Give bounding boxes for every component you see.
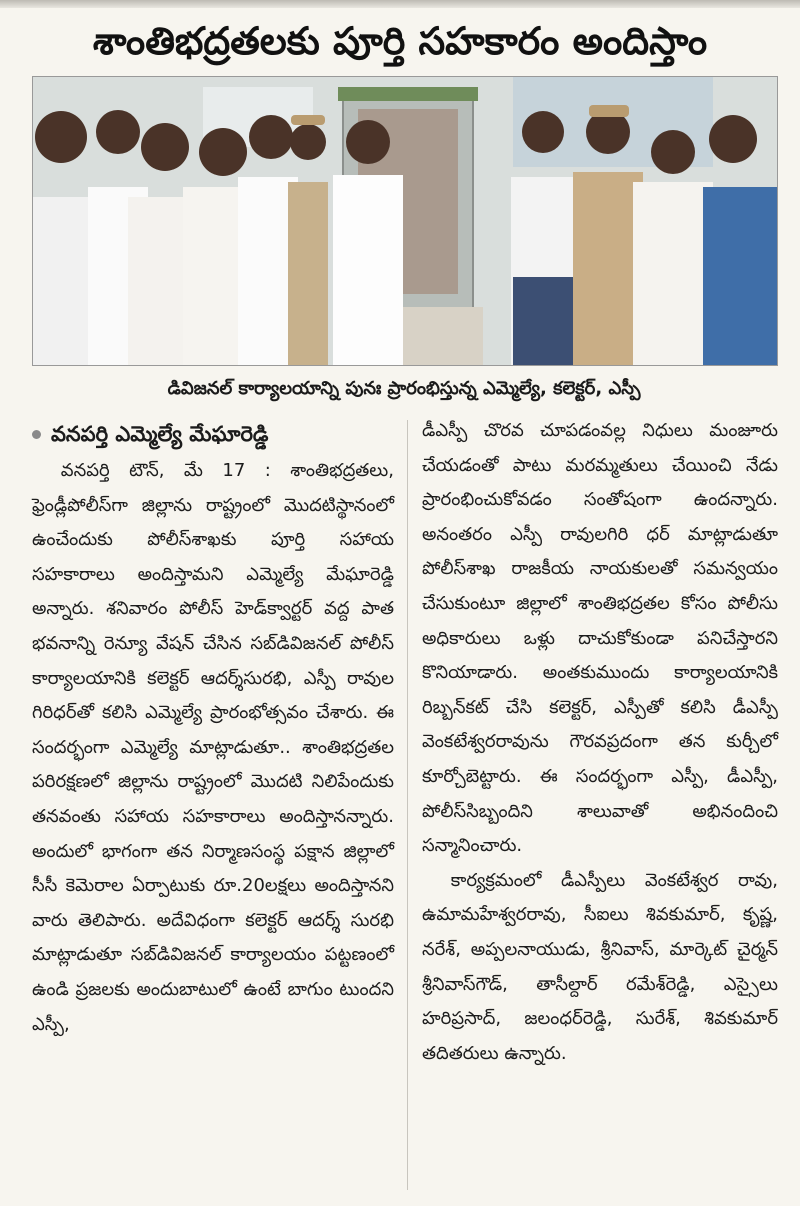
article-paragraph: డీఎస్పీ చొరవ చూపడంవల్ల నిధులు మంజూరు చేయడంతో పాటు మరమ్మతులు చేయించి నేడు ప్రారంభించుకోవడం సంతోషంగా ఉందన్నారు. అనంతరం ఎస్పీ రావులగిరి ధర్ మాట్లాడుతూ పోలీస్‌శాఖ రాజకీయ నాయకులతో సమన్వయం చేసుకుంటూ జిల్లాలో శాంతిభద్రతల కోసం పోలీసు అధికారులు ఒళ్లు దాచుకోకుండా పనిచేస్తారని కొనియాడారు. అంతకుముందు కార్యాలయానికి రిబ్బన్‌కట్ చేసి కలెక్టర్, ఎస్పీతో కలిసి డీఎస్పీ వెంకటేశ్వరరావును గౌరవప్రదంగా తన కుర్చీలో కూర్చోబెట్టారు. ఈ సందర్భంగా ఎస్పీ, డీఎస్పీ, పోలీస్‌సిబ్బందిని శాలువాతో అభినందించి సన్మానించారు.: [422, 420, 778, 857]
column-divider: [407, 420, 408, 1190]
clipped-previous-line: [0, 0, 800, 8]
photo-caption: డివిజనల్ కార్యాలయాన్ని పునః ప్రారంభిస్తున్న ఎమ్మెల్యే, కలెక్టర్, ఎస్పీ: [167, 378, 641, 399]
article-column-left: [32, 414, 394, 1042]
article-subhead: [32, 414, 394, 454]
article-column-right: [422, 414, 778, 1071]
article-paragraph: కార్యక్రమంలో డీఎస్పీలు వెంకటేశ్వర రావు, ఉమామహేశ్వరరావు, సీఐలు శివకుమార్, కృష్ణ, నరేశ్, అప్పలనాయుడు, శ్రీనివాస్, మార్కెట్ చైర్మన్ శ్రీనివాస్‌గౌడ్, తాసీల్దార్ రమేశ్‌రెడ్డి, ఎస్సైలు హరిప్రసాద్, జలంధర్‌రెడ్డి, సురేశ్, శివకుమార్ తదితరులు ఉన్నారు.: [422, 869, 778, 1064]
news-photo: [32, 76, 778, 366]
subhead-text: వనపర్తి ఎమ్మెల్యే మేఘారెడ్డి: [51, 422, 269, 446]
article-headline: శాంతిభద్రతలకు పూర్తి సహకారం అందిస్తాం: [92, 18, 708, 63]
photo-illustration: [33, 77, 777, 365]
bullet-icon: [32, 430, 41, 439]
article-paragraph: వనపర్తి టౌన్, మే 17 : శాంతిభద్రతలు, ఫ్రెండ్లీపోలీస్‌గా జిల్లాను రాష్ట్రంలో మొదటిస్థానంలో ఉంచేందుకు పోలీస్‌శాఖకు పూర్తి సహాయ సహకారాలు అందిస్తామని ఎమ్మెల్యే మేఘారెడ్డి అన్నారు. శనివారం పోలీస్ హెడ్‌క్వార్టర్ వద్ద పాత భవనాన్ని రెన్యూ వేషన్ చేసిన సబ్‌డివిజనల్ పోలీస్ కార్యాలయానికి కలెక్టర్ ఆదర్శ్‌సురభి, ఎస్పీ రావుల గిరిధర్‌తో కలిసి ఎమ్మెల్యే ప్రారంభోత్సవం చేశారు. ఈ సందర్భంగా ఎమ్మెల్యే మాట్లాడుతూ.. శాంతిభద్రతల పరిరక్షణలో జిల్లాను రాష్ట్రంలో మొదటి నిలిపేందుకు తనవంతు సహాయ సహకారాలు అందిస్తానన్నారు. అందులో భాగంగా తన నిర్మాణసంస్థ పక్షాన జిల్లాలో సీసీ కెమెరాల ఏర్పాటుకు రూ.20లక్షలు అందిస్తానని వారు తెలిపారు. అదేవిధంగా కలెక్టర్ ఆదర్శ్ సురభి మాట్లాడుతూ సబ్‌డివిజనల్ కార్యాలయం పట్టణంలో ఉండి ప్రజలకు అందుబాటులో ఉంటే బాగుం టుందని ఎస్పీ,: [32, 460, 394, 1035]
